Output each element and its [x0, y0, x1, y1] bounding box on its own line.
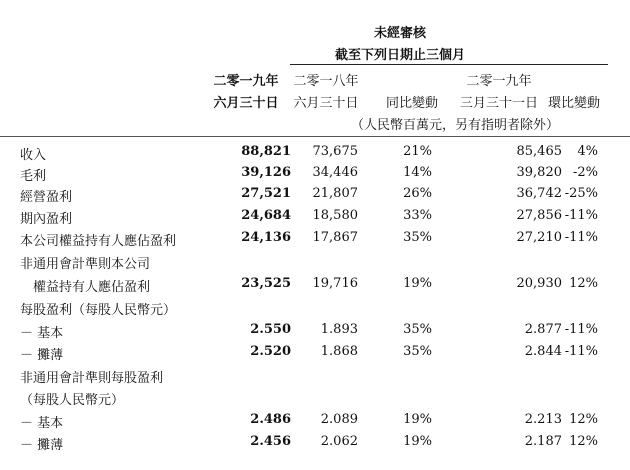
col-quarter-date: 三月三十一日	[459, 96, 538, 111]
current-value: 23,525	[241, 276, 291, 291]
prior-year-value: 2.062	[320, 434, 358, 449]
table-top-rule	[0, 136, 630, 137]
prior-year-value: 1.893	[320, 322, 358, 337]
prior-quarter-value: 27,210	[516, 230, 562, 245]
col-current-year: 二零一九年	[213, 74, 279, 89]
row-label: 本公司權益持有人應佔盈利	[20, 234, 177, 249]
current-value: 24,684	[241, 208, 291, 223]
yoy-change: 35%	[403, 230, 432, 245]
prior-quarter-value: 39,820	[516, 165, 562, 180]
table-row	[0, 389, 630, 411]
table-row	[0, 322, 630, 344]
row-label: － 基本	[20, 326, 64, 341]
qoq-change: -2%	[572, 165, 598, 180]
prior-year-value: 34,446	[312, 165, 358, 180]
table-row	[0, 253, 630, 275]
row-label: 收入	[20, 148, 47, 163]
row-label: 非通用會計準則本公司	[20, 257, 151, 272]
table-row	[0, 208, 630, 230]
table-row	[0, 367, 630, 389]
qoq-change: 12%	[569, 412, 598, 427]
prior-quarter-value: 2.844	[524, 344, 562, 359]
yoy-change: 21%	[403, 144, 432, 159]
row-label: 每股盈利（每股人民幣元）	[20, 303, 177, 318]
prior-quarter-value: 85,465	[516, 144, 562, 159]
yoy-change: 35%	[403, 344, 432, 359]
prior-quarter-value: 2.877	[524, 322, 562, 337]
row-label: 非通用會計準則每股盈利	[20, 371, 164, 386]
row-label: － 攤薄	[20, 348, 64, 363]
period-heading: 截至下列日期止三個月	[334, 48, 465, 63]
qoq-change: -11%	[564, 322, 598, 337]
prior-year-value: 73,675	[312, 144, 358, 159]
col-yoy: 同比變動	[385, 96, 438, 111]
current-value: 39,126	[241, 165, 291, 180]
prior-quarter-value: 2.187	[524, 434, 562, 449]
qoq-change: 12%	[569, 276, 598, 291]
table-row	[0, 434, 630, 456]
prior-quarter-value: 27,856	[516, 208, 562, 223]
unit-note: （人民幣百萬元，另有指明者除外）	[350, 118, 559, 133]
current-value: 2.520	[250, 344, 291, 359]
row-label: （每股人民幣元）	[20, 393, 125, 408]
row-label: 經營盈利	[20, 190, 73, 205]
yoy-change: 35%	[403, 322, 432, 337]
current-value: 27,521	[241, 186, 291, 201]
yoy-change: 19%	[403, 412, 432, 427]
table-row	[0, 344, 630, 366]
col-prior-year: 二零一八年	[293, 74, 359, 89]
table-row	[0, 186, 630, 208]
col-qoq: 環比變動	[547, 96, 600, 111]
yoy-change: 19%	[403, 276, 432, 291]
current-value: 2.486	[250, 412, 291, 427]
qoq-change: -11%	[564, 344, 598, 359]
col-current-date: 六月三十日	[213, 96, 279, 111]
table-row	[0, 276, 630, 298]
yoy-change: 14%	[403, 165, 432, 180]
current-value: 2.456	[250, 434, 291, 449]
table-row	[0, 165, 630, 187]
qoq-change: -11%	[564, 230, 598, 245]
table-row	[0, 230, 630, 252]
yoy-change: 33%	[403, 208, 432, 223]
table-row	[0, 412, 630, 434]
header-rule	[290, 64, 608, 65]
yoy-change: 26%	[403, 186, 432, 201]
row-label: 期內盈利	[20, 212, 73, 227]
prior-quarter-value: 36,742	[516, 186, 562, 201]
prior-year-value: 19,716	[312, 276, 358, 291]
prior-year-value: 2.089	[320, 412, 358, 427]
col-prior-date: 六月三十日	[293, 96, 359, 111]
current-value: 24,136	[241, 230, 291, 245]
col-quarter-year: 二零一九年	[466, 74, 532, 89]
unaudited-heading: 未經審核	[373, 26, 426, 41]
qoq-change: -11%	[564, 208, 598, 223]
table-row	[0, 144, 630, 166]
prior-year-value: 17,867	[312, 230, 358, 245]
qoq-change: 12%	[569, 434, 598, 449]
qoq-change: 4%	[577, 144, 598, 159]
table-row	[0, 299, 630, 321]
prior-quarter-value: 2.213	[524, 412, 562, 427]
yoy-change: 19%	[403, 434, 432, 449]
row-label: － 基本	[20, 416, 64, 431]
qoq-change: -25%	[564, 186, 598, 201]
prior-year-value: 1.868	[320, 344, 358, 359]
row-label: － 攤薄	[20, 438, 64, 453]
row-label: 權益持有人應佔盈利	[20, 280, 151, 295]
current-value: 88,821	[241, 144, 291, 159]
prior-year-value: 21,807	[312, 186, 358, 201]
row-label: 毛利	[20, 169, 47, 184]
prior-quarter-value: 20,930	[516, 276, 562, 291]
prior-year-value: 18,580	[312, 208, 358, 223]
current-value: 2.550	[250, 322, 291, 337]
